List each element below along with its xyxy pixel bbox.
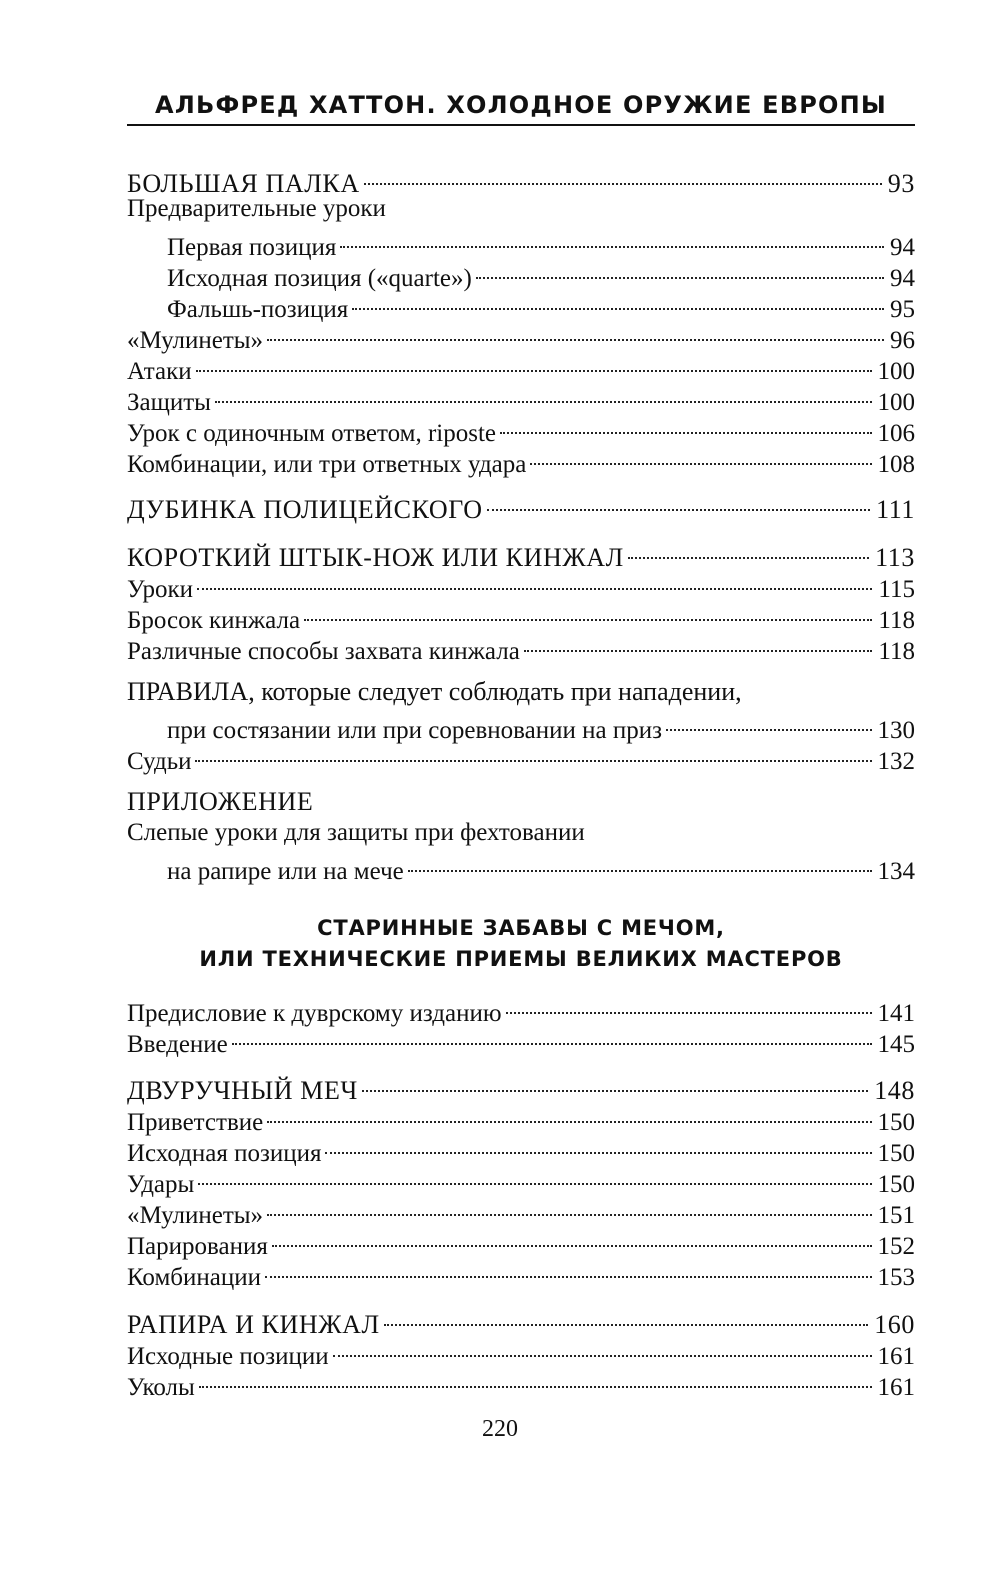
toc-entry-bolshaya-palka[interactable]	[127, 161, 915, 198]
dot-leader	[304, 597, 872, 628]
toc-entry-parirovaniya[interactable]	[127, 1223, 915, 1260]
dot-leader	[272, 1223, 872, 1254]
toc-entry-urok-riposte[interactable]	[127, 410, 915, 447]
toc-entry-slepye-line1	[127, 817, 915, 848]
toc-entry-page: 130	[877, 717, 915, 744]
toc-entry-page: 132	[877, 748, 915, 775]
toc-entry-label: ПРАВИЛА, которые следует соблюдать при нападении,	[127, 677, 742, 706]
toc-entry-label: Приветствие	[127, 1109, 264, 1136]
toc-entry-page: 148	[874, 1076, 915, 1105]
toc-entry-label: Фальшь-позиция	[167, 296, 349, 323]
toc-entry-page: 94	[890, 265, 915, 292]
toc-entry-page: 134	[877, 858, 915, 885]
dot-leader	[215, 379, 872, 410]
toc-entry-dubinka[interactable]	[127, 487, 915, 524]
toc-entry-label: Предисловие к дуврскому изданию	[127, 1000, 502, 1027]
toc-entry-label: ПРИЛОЖЕНИЕ	[127, 787, 314, 816]
toc-entry-label: «Мулинеты»	[127, 327, 264, 354]
dot-leader	[325, 1130, 871, 1161]
toc-entry-page: 93	[887, 169, 915, 198]
toc-entry-label: Исходная позиция	[127, 1140, 322, 1167]
toc-entry-label: Различные способы захвата кинжала	[127, 638, 520, 665]
dot-leader	[197, 566, 872, 597]
running-header: АЛЬФРЕД ХАТТОН. ХОЛОДНОЕ ОРУЖИЕ ЕВРОПЫ	[155, 91, 887, 119]
toc-entry-page: 145	[877, 1031, 915, 1058]
toc-entry-kombinacii[interactable]	[127, 1254, 915, 1291]
toc-entry-label: БОЛЬШАЯ ПАЛКА	[127, 169, 360, 198]
dot-leader	[198, 1161, 871, 1192]
toc-entry-label: «Мулинеты»	[127, 1202, 264, 1229]
page-number: 220	[482, 1416, 518, 1442]
toc-entry-page: 161	[877, 1343, 915, 1370]
dot-leader	[362, 1068, 868, 1099]
toc-entry-label: Слепые уроки для защиты при фехтовании	[127, 819, 585, 846]
toc-entry-label: при состязании или при соревновании на приз	[167, 717, 662, 744]
toc-entry-page: 150	[877, 1171, 915, 1198]
toc-entry-ukoly[interactable]	[127, 1364, 915, 1401]
dot-leader	[232, 1021, 872, 1052]
toc-entry-page: 111	[876, 495, 915, 524]
toc-entry-dvuruchny-mech[interactable]	[127, 1068, 915, 1105]
dot-leader	[506, 990, 872, 1021]
toc-entry-label: на рапире или на мече	[167, 858, 404, 885]
toc-entry-page: 152	[877, 1233, 915, 1260]
toc-entry-page: 150	[877, 1140, 915, 1167]
toc-entry-page: 94	[890, 234, 915, 261]
toc-entry-label: Введение	[127, 1031, 228, 1058]
toc-entry-label: Бросок кинжала	[127, 607, 301, 634]
part-title-line1: СТАРИННЫЕ ЗАБАВЫ С МЕЧОМ,	[317, 916, 725, 940]
toc-entry-iskhodnaya-quarte[interactable]	[167, 255, 915, 292]
toc-entry-falsh-poziciya[interactable]	[167, 286, 915, 323]
dot-leader	[384, 1302, 868, 1333]
dot-leader	[628, 535, 869, 566]
toc-entry-page: 95	[890, 296, 915, 323]
toc-entry-page: 108	[877, 451, 915, 478]
dot-leader	[487, 487, 870, 518]
toc-entry-pervaya-poziciya[interactable]	[167, 224, 915, 261]
toc-entry-label: Урок с одиночным ответом, riposte	[127, 420, 497, 447]
toc-entry-label: ДУБИНКА ПОЛИЦЕЙСКОГО	[127, 495, 483, 524]
toc-entry-page: 113	[875, 543, 915, 572]
toc-entry-label: Комбинации, или три ответных удара	[127, 451, 527, 478]
toc-entry-label: Исходные позиции	[127, 1343, 329, 1370]
toc-entry-label: Защиты	[127, 389, 211, 416]
dot-leader	[333, 1333, 872, 1364]
dot-leader	[267, 317, 884, 348]
toc-entry-label: Комбинации	[127, 1264, 261, 1291]
toc-entry-label: Удары	[127, 1171, 195, 1198]
header-rule	[127, 124, 915, 126]
toc-subheading-predvaritelnye	[127, 193, 915, 224]
toc-entry-page: 106	[877, 420, 915, 447]
toc-entry-label: Уроки	[127, 576, 194, 603]
toc-entry-label: Уколы	[127, 1374, 195, 1401]
toc-entry-label: Предварительные уроки	[127, 195, 386, 222]
dot-leader	[265, 1254, 872, 1285]
toc-entry-vvedenie[interactable]	[127, 1021, 915, 1058]
toc-entry-page: 118	[878, 607, 915, 634]
toc-entry-uroki[interactable]	[127, 566, 915, 603]
toc-entry-sudi[interactable]	[127, 738, 915, 775]
dot-leader	[666, 707, 872, 738]
dot-leader	[267, 1192, 871, 1223]
dot-leader	[500, 410, 871, 441]
dot-leader	[340, 224, 884, 255]
toc-entry-iskhodnye-pozicii[interactable]	[127, 1333, 915, 1370]
toc-entry-page: 161	[877, 1374, 915, 1401]
toc-entry-page: 153	[877, 1264, 915, 1291]
toc-entry-label: КОРОТКИЙ ШТЫК-НОЖ ИЛИ КИНЖАЛ	[127, 543, 624, 572]
dot-leader	[408, 848, 872, 879]
dot-leader	[364, 161, 882, 192]
toc-entry-page: 115	[878, 576, 915, 603]
dot-leader	[352, 286, 884, 317]
toc-entry-label: Парирования	[127, 1233, 268, 1260]
toc-entry-page: 150	[877, 1109, 915, 1136]
toc-entry-page: 160	[874, 1310, 915, 1339]
toc-entry-page: 100	[877, 358, 915, 385]
toc-entry-slepye-uroki[interactable]	[167, 848, 915, 885]
toc-entry-pravila-line1	[127, 676, 915, 707]
toc-entry-brosok[interactable]	[127, 597, 915, 634]
toc-entry-ataki[interactable]	[127, 348, 915, 385]
toc-entry-iskhodnaya-poziciya[interactable]	[127, 1130, 915, 1167]
toc-entry-page: 118	[878, 638, 915, 665]
toc-entry-mulinety-2[interactable]	[127, 1192, 915, 1229]
dot-leader	[195, 738, 871, 769]
toc-entry-korotkiy-shtyk[interactable]	[127, 535, 915, 572]
dot-leader	[524, 628, 873, 659]
toc-entry-page: 100	[877, 389, 915, 416]
toc-entry-mulinety[interactable]	[127, 317, 915, 354]
toc-entry-label: Атаки	[127, 358, 192, 385]
toc-entry-udary[interactable]	[127, 1161, 915, 1198]
toc-entry-label: РАПИРА И КИНЖАЛ	[127, 1310, 380, 1339]
toc-entry-zashchity[interactable]	[127, 379, 915, 416]
dot-leader	[196, 348, 872, 379]
toc-entry-label: Судьи	[127, 748, 192, 775]
part-title-line2: ИЛИ ТЕХНИЧЕСКИЕ ПРИЕМЫ ВЕЛИКИХ МАСТЕРОВ	[199, 947, 843, 971]
toc-entry-razlichnye-sposoby[interactable]	[127, 628, 915, 665]
dot-leader	[530, 441, 871, 472]
toc-entry-label: Исходная позиция («quarte»)	[167, 265, 472, 292]
toc-entry-kombinacii-tri[interactable]	[127, 441, 915, 478]
toc-heading-prilozhenie	[127, 786, 915, 817]
dot-leader	[199, 1364, 872, 1395]
toc-entry-label: ДВУРУЧНЫЙ МЕЧ	[127, 1076, 358, 1105]
toc-entry-page: 141	[877, 1000, 915, 1027]
toc-entry-label: Первая позиция	[167, 234, 337, 261]
dot-leader	[267, 1099, 871, 1130]
toc-entry-pravila[interactable]	[167, 707, 915, 744]
toc-entry-page: 96	[890, 327, 915, 354]
toc-entry-page: 151	[877, 1202, 915, 1229]
toc-entry-rapira[interactable]	[127, 1302, 915, 1339]
toc-entry-predislovie[interactable]	[127, 990, 915, 1027]
toc-entry-privetstvie[interactable]	[127, 1099, 915, 1136]
dot-leader	[476, 255, 884, 286]
